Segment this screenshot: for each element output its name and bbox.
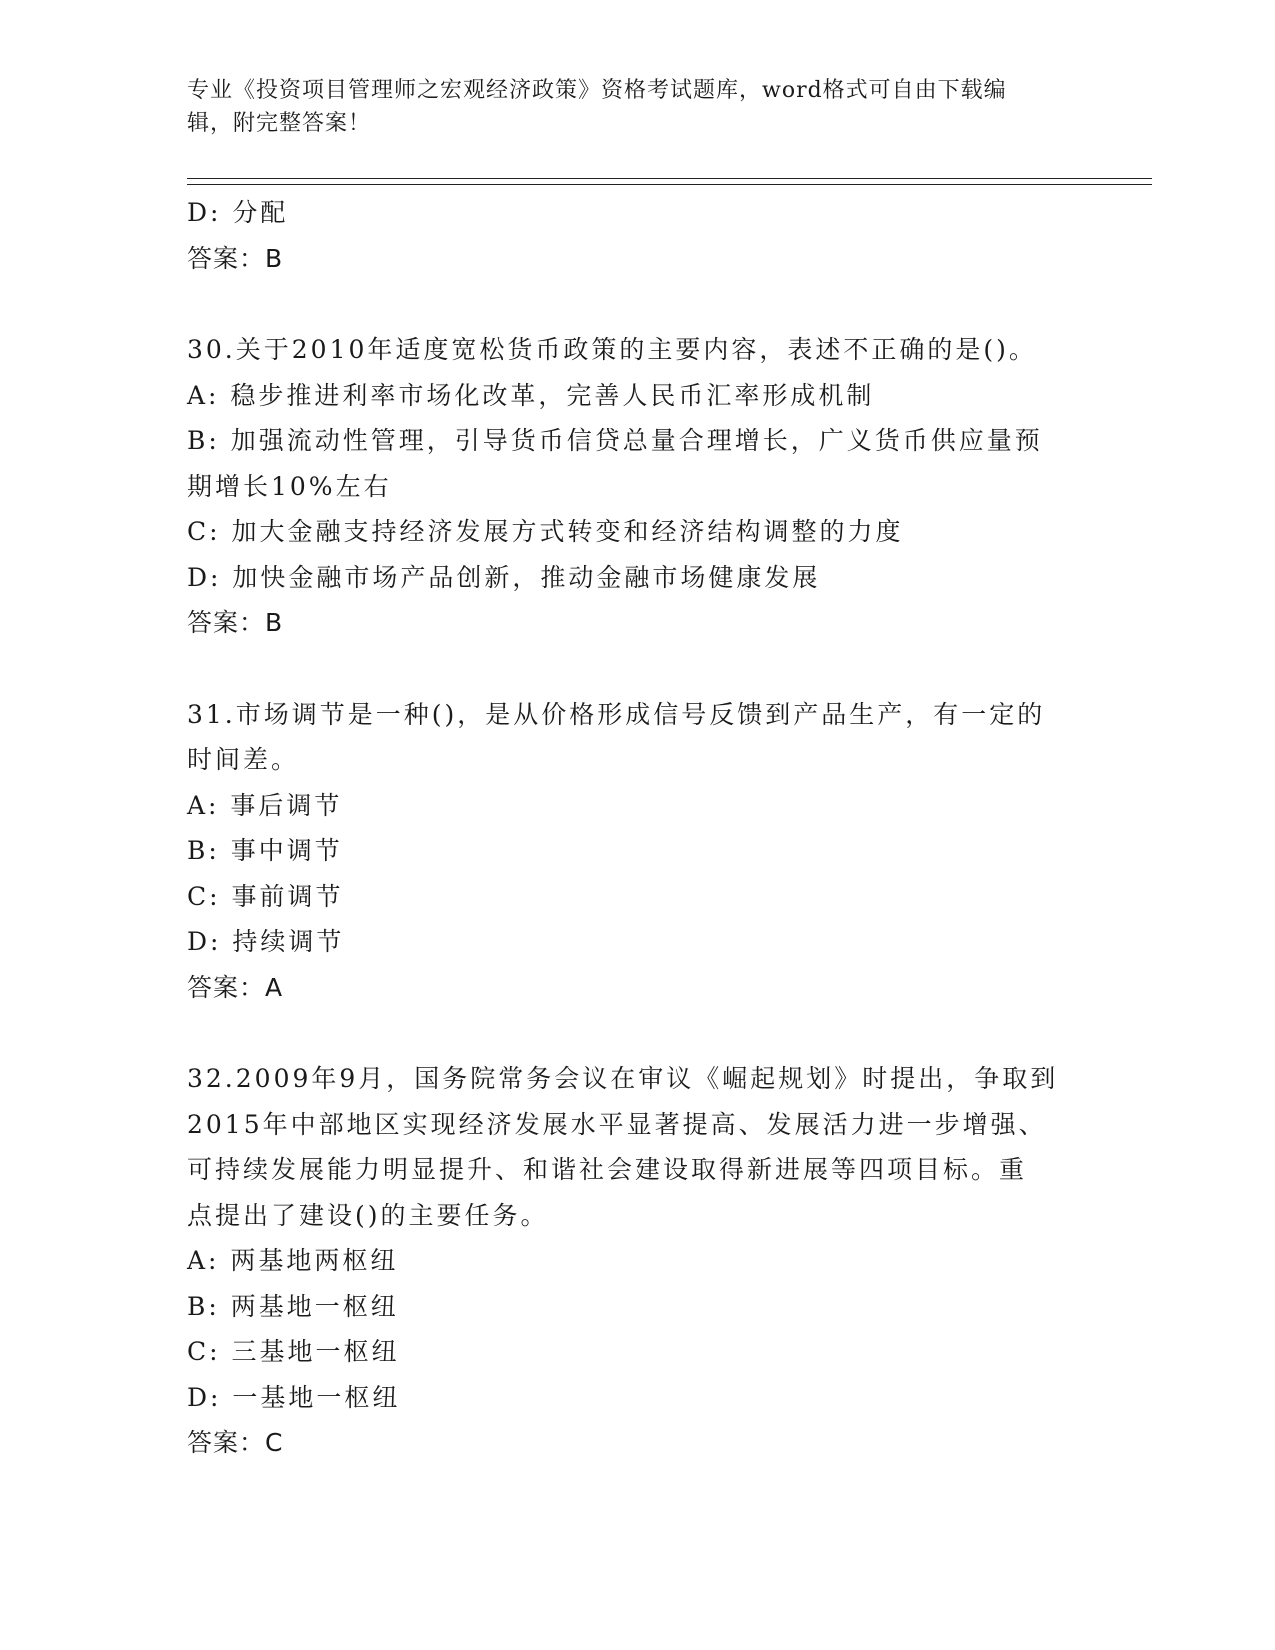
question-30 (187, 327, 1087, 646)
header-divider-top (187, 178, 1152, 179)
option-b: B: 两基地一枢纽 (187, 1291, 399, 1321)
question-stem-continued: 可持续发展能力明显提升、和谐社会建设取得新进展等四项目标。重 (187, 1155, 1028, 1184)
option-c: C: 事前调节 (187, 881, 344, 911)
option-a: A: 两基地两枢纽 (187, 1246, 399, 1275)
option-b-continued: 期增长10%左右 (187, 471, 392, 501)
question-stem-continued: 时间差。 (187, 745, 300, 774)
question-32 (187, 1056, 1087, 1466)
question-stem-continued: 点提出了建设()的主要任务。 (187, 1200, 549, 1230)
question-stem: 30.关于2010年适度宽松货币政策的主要内容，表述不正确的是()。 (187, 335, 1037, 364)
option-a: A: 事后调节 (187, 790, 343, 820)
header-divider-bottom (187, 184, 1152, 185)
question-31 (187, 692, 1087, 1011)
header-line-1: 专业《投资项目管理师之宏观经济政策》资格考试题库，word格式可自由下载编 (187, 78, 1007, 103)
previous-question-tail (187, 190, 1087, 281)
option-d: D: 分配 (187, 198, 289, 227)
question-stem: 32.2009年9月，国务院常务会议在审议《崛起规划》时提出，争取到 (187, 1064, 1059, 1093)
option-d: D: 一基地一枢纽 (187, 1382, 401, 1412)
question-stem-continued: 2015年中部地区实现经济发展水平显著提高、发展活力进一步增强、 (187, 1109, 1047, 1139)
header-line-2: 辑，附完整答案！ (187, 111, 372, 136)
question-stem: 31.市场调节是一种()，是从价格形成信号反馈到产品生产，有一定的 (187, 699, 1046, 729)
question-content (187, 190, 1087, 1466)
answer-line: 答案：C (187, 1428, 284, 1457)
option-d: D: 持续调节 (187, 927, 345, 956)
document-header (187, 74, 1087, 140)
answer-line: 答案：A (187, 972, 284, 1002)
answer-line: 答案：B (187, 243, 284, 273)
option-b: B: 事中调节 (187, 836, 343, 865)
option-d: D: 加快金融市场产品创新，推动金融市场健康发展 (187, 562, 821, 592)
option-c: C: 加大金融支持经济发展方式转变和经济结构调整的力度 (187, 517, 904, 546)
answer-line: 答案：B (187, 608, 284, 637)
option-b: B: 加强流动性管理，引导货币信贷总量合理增长，广义货币供应量预 (187, 426, 1043, 455)
option-c: C: 三基地一枢纽 (187, 1337, 400, 1366)
option-a: A: 稳步推进利率市场化改革，完善人民币汇率形成机制 (187, 380, 875, 410)
